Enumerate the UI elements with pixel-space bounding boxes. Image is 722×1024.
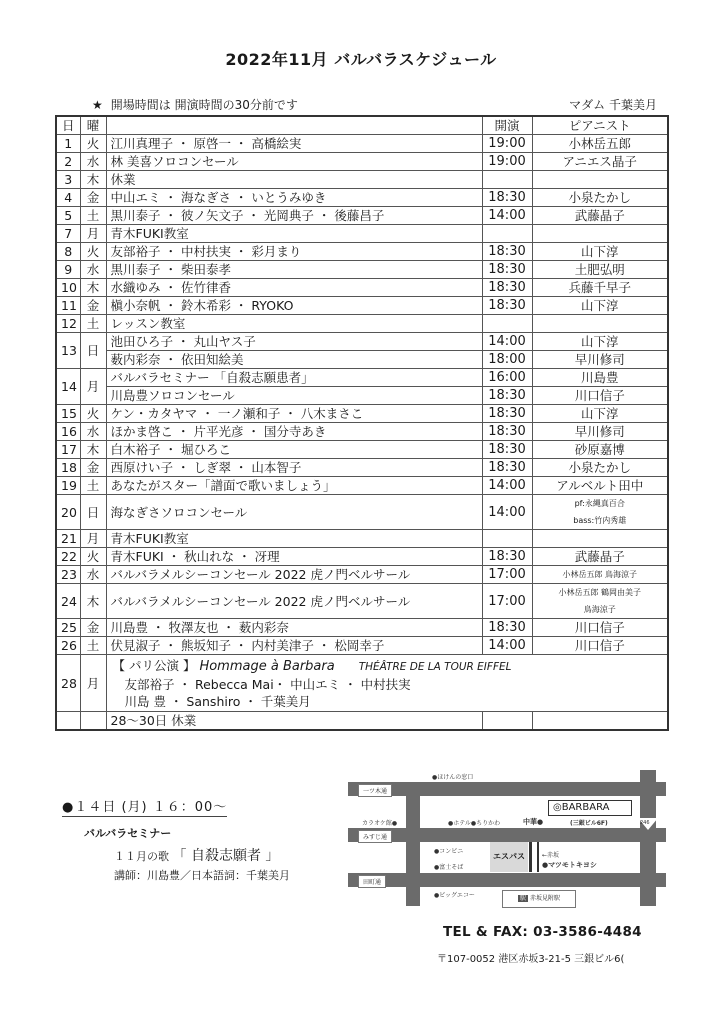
table-row [56, 333, 668, 351]
performers: 林 美喜ソロコンセール [106, 153, 482, 171]
table-row [56, 495, 668, 530]
station-akasaka-mitsuke [502, 890, 576, 908]
opening-notice [92, 96, 298, 113]
day: 11 [56, 297, 80, 315]
divider [537, 842, 539, 872]
performers-line: 川島 豊 ・ Sanshiro ・ 千葉美月 [124, 693, 311, 709]
day: 4 [56, 189, 80, 207]
start-time: 14:00 [482, 207, 532, 225]
start-time: 19:00 [482, 153, 532, 171]
day: 25 [56, 619, 80, 637]
performers: 川島豊ソロコンセール [106, 387, 482, 405]
landmark-hoken: ●ほけんの窓口 [432, 774, 474, 781]
performers: 青木FUKI教室 [106, 225, 482, 243]
paris-tag: 【 パリ公演 】 [112, 657, 196, 673]
tel-fax: TEL & FAX: 03-3586-4484 [443, 924, 642, 940]
performers: 伏見淑子 ・ 熊坂知子 ・ 内村美津子 ・ 松岡幸子 [106, 637, 482, 655]
pianist: 早川修司 [532, 423, 668, 441]
day: 18 [56, 459, 80, 477]
pianist: 川口信子 [532, 637, 668, 655]
weekday: 土 [80, 477, 106, 495]
table-row [56, 153, 668, 171]
performers: 友部裕子 ・ 中村扶実 ・ 彩月まり [106, 243, 482, 261]
building-name: (三銀ビル6F) [570, 820, 608, 827]
start-time: 18:30 [482, 441, 532, 459]
day: 28 [56, 655, 80, 712]
start-time: 14:00 [482, 477, 532, 495]
performers: 休業 [106, 171, 482, 189]
performers: レッスン教室 [106, 315, 482, 333]
table-row [56, 225, 668, 243]
pianist [532, 530, 668, 548]
table-row [56, 243, 668, 261]
pianist: 小林岳五郎 鳥海涼子 [532, 566, 668, 584]
day: 20 [56, 495, 80, 530]
table-row [56, 530, 668, 548]
closure-note: 28〜30日 休業 [106, 712, 482, 731]
address: 〒107-0052 港区赤坂3-21-5 三銀ビル6( [437, 954, 625, 965]
route-number: 246 [640, 820, 650, 826]
pianist [532, 171, 668, 189]
start-time: 16:00 [482, 369, 532, 387]
table-row [56, 619, 668, 637]
day: 2 [56, 153, 80, 171]
weekday: 火 [80, 243, 106, 261]
table-row [56, 351, 668, 369]
weekday: 木 [80, 171, 106, 189]
road-label: 田町通 [358, 875, 386, 888]
day: 17 [56, 441, 80, 459]
start-time: 18:30 [482, 387, 532, 405]
star-icon: ★ [92, 98, 103, 112]
weekday: 木 [80, 441, 106, 459]
pianist-line: 鳥海涼子 [583, 605, 616, 614]
day: 3 [56, 171, 80, 189]
weekday: 土 [80, 315, 106, 333]
start-time: 18:30 [482, 279, 532, 297]
start-time: 14:00 [482, 333, 532, 351]
pianist: 早川修司 [532, 351, 668, 369]
pianist: 山下淳 [532, 333, 668, 351]
table-row [56, 387, 668, 405]
day: 7 [56, 225, 80, 243]
table-row [56, 207, 668, 225]
start-time: 18:30 [482, 297, 532, 315]
seminar-info [62, 796, 290, 883]
table-row-paris [56, 655, 668, 712]
weekday: 月 [80, 225, 106, 243]
notice-text: 開場時間は 開演時間の30分前です [110, 98, 298, 112]
day: 23 [56, 566, 80, 584]
pianist: 小林岳五郎 [532, 135, 668, 153]
day [56, 712, 80, 731]
performers: バルバラメルシーコンセール 2022 虎ノ門ベルサール [106, 584, 482, 619]
pianist: 土肥弘明 [532, 261, 668, 279]
day: 1 [56, 135, 80, 153]
station-name: 赤坂見附駅 [530, 895, 561, 902]
table-row [56, 315, 668, 333]
start-time: 18:30 [482, 243, 532, 261]
road-misuji [348, 828, 666, 842]
performers: 江川真理子 ・ 原啓一 ・ 高橋絵実 [106, 135, 482, 153]
day: 8 [56, 243, 80, 261]
table-row [56, 297, 668, 315]
weekday: 月 [80, 530, 106, 548]
road-label: 一ツ木通 [358, 784, 392, 797]
table-row [56, 279, 668, 297]
pianist: 兵藤千早子 [532, 279, 668, 297]
weekday: 火 [80, 405, 106, 423]
pianist-line: 小林岳五郎 鶴岡由美子 [558, 588, 642, 597]
start-time [482, 171, 532, 189]
seminar-song [114, 845, 290, 865]
performers: 川島豊 ・ 牧澤友也 ・ 薮内彩奈 [106, 619, 482, 637]
landmark-bigecho: ●ビッグエコー [434, 892, 475, 899]
performers: 白木裕子 ・ 堀ひろこ [106, 441, 482, 459]
start-time: 18:30 [482, 189, 532, 207]
landmark-espasu: エスパス [490, 842, 528, 872]
pianist [532, 315, 668, 333]
seminar-lecturer: 講師：川島豊／日本語詞：千葉美月 [114, 869, 290, 882]
road-vertical-left [406, 782, 420, 906]
table-row [56, 423, 668, 441]
performers: ケン・カタヤマ ・ 一ノ瀬和子 ・ 八木まさこ [106, 405, 482, 423]
concert-title: Hommage à Barbara [199, 658, 335, 674]
weekday: 金 [80, 297, 106, 315]
day: 24 [56, 584, 80, 619]
table-row [56, 566, 668, 584]
weekday: 日 [80, 333, 106, 369]
weekday: 水 [80, 261, 106, 279]
weekday: 土 [80, 637, 106, 655]
start-time: 14:00 [482, 637, 532, 655]
table-row [56, 548, 668, 566]
pianist: 武藤晶子 [532, 548, 668, 566]
road-route-246 [640, 770, 656, 906]
performers: 水織ゆみ ・ 佐竹律香 [106, 279, 482, 297]
day: 12 [56, 315, 80, 333]
weekday: 土 [80, 207, 106, 225]
pianist: 小泉たかし [532, 459, 668, 477]
weekday: 日 [80, 495, 106, 530]
weekday: 木 [80, 584, 106, 619]
performers: 黒川泰子 ・ 彼ノ矢文子 ・ 光岡典子 ・ 後藤昌子 [106, 207, 482, 225]
bassist-line: bass:竹内秀雄 [573, 516, 627, 525]
schedule-table [55, 115, 669, 731]
song-prefix: １１月の歌 [114, 850, 169, 863]
access-map [348, 770, 666, 906]
start-time [482, 225, 532, 243]
weekday: 木 [80, 279, 106, 297]
performers: 池田ひろ子 ・ 丸山ヤス子 [106, 333, 482, 351]
table-row [56, 405, 668, 423]
start-time: 18:30 [482, 619, 532, 637]
pianist: 山下淳 [532, 297, 668, 315]
table-row [56, 477, 668, 495]
day: 13 [56, 333, 80, 369]
performers: バルバラメルシーコンセール 2022 虎ノ門ベルサール [106, 566, 482, 584]
start-time: 18:30 [482, 548, 532, 566]
table-row [56, 189, 668, 207]
start-time: 18:30 [482, 261, 532, 279]
table-row [56, 135, 668, 153]
start-time: 19:00 [482, 135, 532, 153]
table-row [56, 441, 668, 459]
landmark-hotel: ●ホテル●ちりかわ [448, 820, 501, 827]
weekday: 水 [80, 153, 106, 171]
pianist: 武藤晶子 [532, 207, 668, 225]
landmark-convenience: ●コンビニ [434, 848, 464, 855]
table-row [56, 637, 668, 655]
table-row [56, 712, 668, 731]
performers: 槇小奈帆 ・ 鈴木希彩 ・ RYOKO [106, 297, 482, 315]
table-row [56, 261, 668, 279]
day: 26 [56, 637, 80, 655]
pianist: アルベルト田中 [532, 477, 668, 495]
day: 9 [56, 261, 80, 279]
start-time [482, 712, 532, 731]
weekday [80, 712, 106, 731]
barbara-location: ◎BARBARA [548, 800, 632, 816]
table-row [56, 584, 668, 619]
performers: ほかま啓こ ・ 片平光彦 ・ 国分寺あき [106, 423, 482, 441]
header-weekday: 曜 [80, 116, 106, 135]
day: 14 [56, 369, 80, 405]
table-row [56, 171, 668, 189]
weekday: 月 [80, 655, 106, 712]
weekday: 金 [80, 189, 106, 207]
seminar-title: バルバラセミナー [84, 827, 172, 840]
pianist: アニエス晶子 [532, 153, 668, 171]
table-header-row [56, 116, 668, 135]
paris-concert-details [106, 655, 668, 712]
start-time: 18:30 [482, 423, 532, 441]
weekday: 火 [80, 135, 106, 153]
start-time: 14:00 [482, 495, 532, 530]
weekday: 金 [80, 459, 106, 477]
performers: 青木FUKI教室 [106, 530, 482, 548]
performers: 海なぎさソロコンセール [106, 495, 482, 530]
pianist [532, 225, 668, 243]
divider [529, 842, 532, 872]
start-time: 18:30 [482, 459, 532, 477]
performers: 薮内彩奈 ・ 依田知絵美 [106, 351, 482, 369]
pianist: 川口信子 [532, 619, 668, 637]
pianist [532, 712, 668, 731]
weekday: 金 [80, 619, 106, 637]
performers: 中山エミ ・ 海なぎさ ・ いとうみゆき [106, 189, 482, 207]
pianist: 砂原嘉博 [532, 441, 668, 459]
table-row [56, 369, 668, 387]
landmark-fuji-soba: ●富士そば [434, 864, 464, 871]
pianist [532, 495, 668, 530]
header-content [106, 116, 482, 135]
weekday: 火 [80, 548, 106, 566]
direction-akasaka: ←赤坂 [542, 852, 560, 859]
pianist [532, 584, 668, 619]
day: 22 [56, 548, 80, 566]
landmark-karaoke: カラオケ館● [362, 820, 398, 827]
performers: 西原けい子 ・ しぎ翠 ・ 山本智子 [106, 459, 482, 477]
day: 10 [56, 279, 80, 297]
pianist: 山下淳 [532, 243, 668, 261]
landmark-chuka: 中華● [523, 818, 544, 826]
day: 21 [56, 530, 80, 548]
start-time [482, 315, 532, 333]
seminar-date: ●１４日 (月) １６：00〜 [62, 800, 228, 815]
start-time: 18:30 [482, 405, 532, 423]
pianist-line: pf:永縄真百合 [574, 499, 625, 508]
road-label: みすじ通 [358, 830, 392, 843]
start-time: 18:00 [482, 351, 532, 369]
pianist: 川島豊 [532, 369, 668, 387]
day: 16 [56, 423, 80, 441]
weekday: 水 [80, 566, 106, 584]
performers-line: 友部裕子 ・ Rebecca Mai・ 中山エミ ・ 中村扶実 [124, 676, 411, 692]
performers: 黒川泰子 ・ 柴田泰孝 [106, 261, 482, 279]
day: 15 [56, 405, 80, 423]
weekday: 水 [80, 423, 106, 441]
road-hitotsugi [348, 782, 666, 796]
day: 5 [56, 207, 80, 225]
station-icon: 駅 [519, 895, 526, 902]
weekday: 月 [80, 369, 106, 405]
header-day: 日 [56, 116, 80, 135]
start-time: 17:00 [482, 566, 532, 584]
table-row [56, 459, 668, 477]
start-time [482, 530, 532, 548]
pianist: 山下淳 [532, 405, 668, 423]
pianist: 川口信子 [532, 387, 668, 405]
performers: 青木FUKI ・ 秋山れな ・ 冴理 [106, 548, 482, 566]
day: 19 [56, 477, 80, 495]
pianist: 小泉たかし [532, 189, 668, 207]
madam-name: マダム 千葉美月 [569, 98, 657, 112]
road-tamachi [348, 873, 666, 887]
header-pianist: ピアニスト [532, 116, 668, 135]
header-time: 開演 [482, 116, 532, 135]
performers: あなたがスター「譜面で歌いましょう」 [106, 477, 482, 495]
song-title: 「 自殺志願者 」 [172, 848, 280, 864]
paris-concert-header [113, 657, 664, 676]
performers: バルバラセミナー 「自殺志願患者」 [106, 369, 482, 387]
page-title: 2022年11月 バルバラスケジュール [225, 50, 497, 69]
landmark-matsumoto: ●マツモトキヨシ [542, 861, 597, 869]
venue: THÉÂTRE DE LA TOUR EIFFEL [358, 660, 512, 673]
start-time: 17:00 [482, 584, 532, 619]
